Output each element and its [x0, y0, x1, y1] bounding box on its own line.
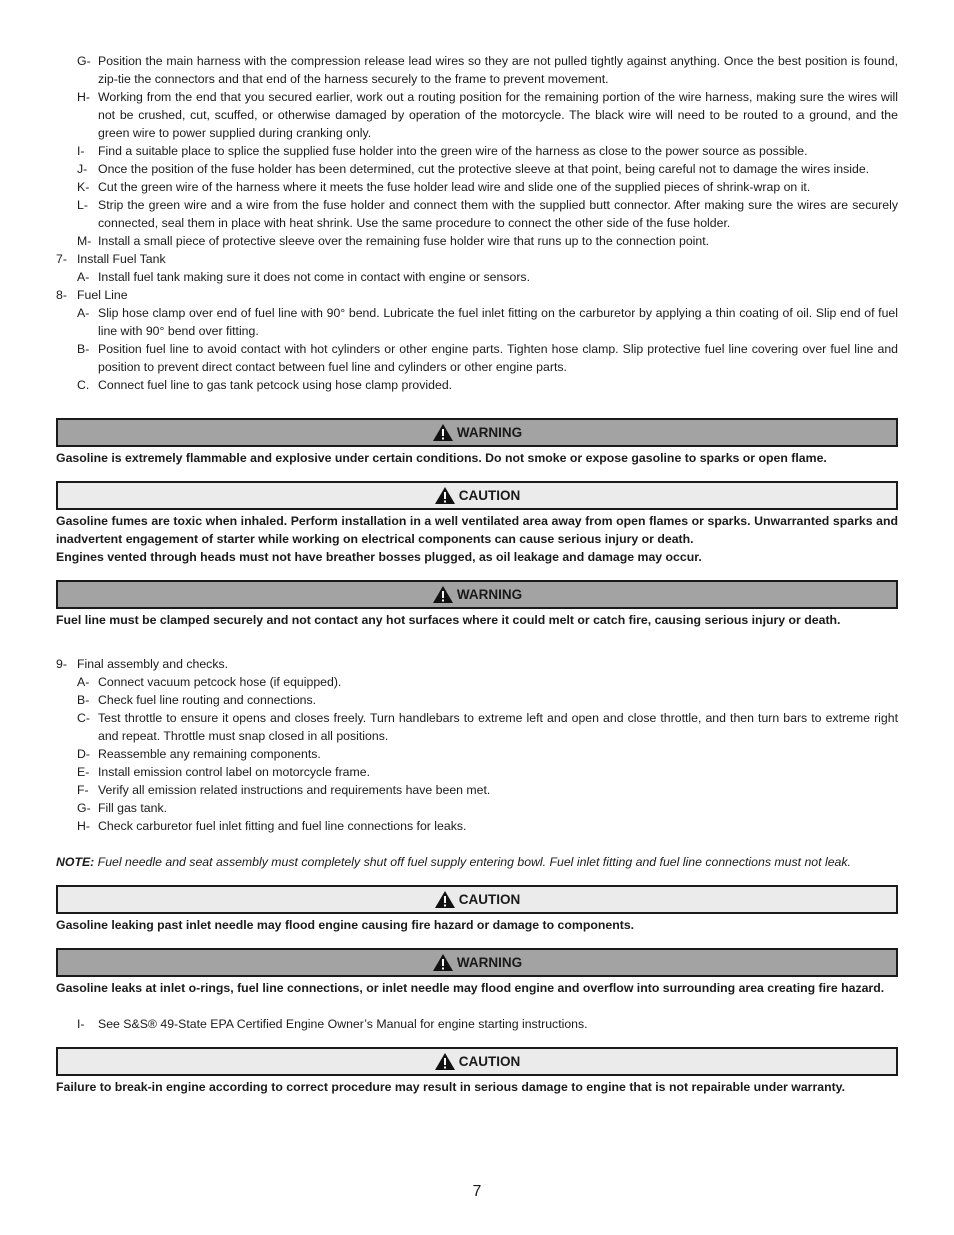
warning-triangle-icon — [434, 890, 456, 909]
warning-notice — [56, 580, 898, 629]
banner-label: CAUTION — [458, 1054, 521, 1069]
warning-text: Gasoline leaks at inlet o-rings, fuel line connections, or inlet needle may flood engine and overflow into surrounding area creating fire hazard. — [56, 981, 885, 995]
banner-label: CAUTION — [458, 892, 521, 907]
warning-banner — [56, 948, 898, 977]
note-paragraph: NOTE: Fuel needle and seat assembly must completely shut off fuel supply entering bowl. Fuel inlet fitting and fuel line connections must not leak. — [56, 855, 851, 869]
caution-notice — [56, 1047, 898, 1096]
list-item: B- Check fuel line routing and connections. — [77, 693, 317, 707]
banner-label: WARNING — [456, 587, 523, 602]
list-item: A- Slip hose clamp over end of fuel line with 90° bend. Lubricate the fuel inlet fitting on the carburetor by applying a thin coating of oil. Slip end of fuel line with 90° bend over fitting. — [77, 306, 898, 338]
warning-notice — [56, 948, 898, 997]
warning-triangle-icon — [432, 953, 454, 972]
list-item: H- Working from the end that you secured earlier, work out a routing position for the remaining portion of the wire harness, making sure the wires will not be crushed, cut, scuffed, or otherwise damaged by operation of the motorcycle. The black wire will need to be routed to a ground, and the green wire to power supplied during cranking only. — [77, 90, 898, 140]
list-item: A- Install fuel tank making sure it does not come in contact with engine or sensors. — [77, 270, 530, 284]
warning-triangle-icon — [434, 486, 456, 505]
step-heading: 9- Final assembly and checks. — [56, 657, 229, 671]
list-item: B- Position fuel line to avoid contact with hot cylinders or other engine parts. Tighten hose clamp. Slip protective fuel line covering over fuel line and position to prevent direct contact between fuel line and cylinders or other engine parts. — [77, 342, 898, 374]
steps-top-list — [56, 52, 898, 250]
list-item: A- Connect vacuum petcock hose (if equipped). — [77, 675, 342, 689]
step9-section — [56, 655, 898, 835]
banner-label: CAUTION — [458, 488, 521, 503]
list-item: L- Strip the green wire and a wire from the fuse holder and connect them with the supplied butt connector. After making sure the wires are securely connected, seal them in place with heat shrink. Use the same procedure to connect the other side of the fuse holder. — [77, 198, 898, 230]
caution-banner — [56, 885, 898, 914]
caution-notice — [56, 885, 898, 934]
list-item: M- Install a small piece of protective sleeve over the remaining fuse holder wire that runs up to the connection point. — [77, 234, 710, 248]
list-item: F- Verify all emission related instructions and requirements have been met. — [77, 783, 491, 797]
list-item: D- Reassemble any remaining components. — [77, 747, 321, 761]
list-item: I- Find a suitable place to splice the supplied fuse holder into the green wire of the harness as close to the power source as possible. — [77, 144, 808, 158]
caution-text: Engines vented through heads must not have breather bosses plugged, as oil leakage and damage may occur. — [56, 550, 702, 564]
warning-triangle-icon — [432, 585, 454, 604]
caution-notice — [56, 481, 898, 566]
warning-banner — [56, 580, 898, 609]
list-item: K- Cut the green wire of the harness where it meets the fuse holder lead wire and slide one of the supplied pieces of shrink-wrap on it. — [77, 180, 811, 194]
step-heading: 8- Fuel Line — [56, 288, 128, 302]
caution-banner — [56, 1047, 898, 1076]
warning-text: Gasoline is extremely flammable and explosive under certain conditions. Do not smoke or expose gasoline to sparks or open flame. — [56, 451, 827, 465]
list-item: G- Fill gas tank. — [77, 801, 168, 815]
manual-page — [56, 52, 898, 1096]
list-item: J- Once the position of the fuse holder has been determined, cut the protective sleeve at that point, being careful not to damage the wires inside. — [77, 162, 870, 176]
caution-text: Gasoline fumes are toxic when inhaled. Perform installation in a well ventilated area away from open flames or sparks. Unwarranted sparks and inadvertent engagement of starter while working on electrical components can cause serious injury or death. — [56, 514, 898, 546]
warning-banner — [56, 418, 898, 447]
list-item: H- Check carburetor fuel inlet fitting and fuel line connections for leaks. — [77, 819, 467, 833]
banner-label: WARNING — [456, 425, 523, 440]
warning-text: Fuel line must be clamped securely and not contact any hot surfaces where it could melt or catch fire, causing serious injury or death. — [56, 613, 841, 627]
list-item: I- See S&S® 49-State EPA Certified Engine Owner’s Manual for engine starting instructions. — [77, 1017, 588, 1031]
caution-text: Failure to break-in engine according to correct procedure may result in serious damage to engine that is not repairable under warranty. — [56, 1080, 846, 1094]
list-item: G- Position the main harness with the compression release lead wires so they are not pulled tightly against anything. Once the best position is found, zip-tie the connectors and that end of the harness securely to the frame to prevent movement. — [77, 54, 898, 86]
caution-text: Gasoline leaking past inlet needle may flood engine causing fire hazard or damage to components. — [56, 918, 635, 932]
list-item: C- Test throttle to ensure it opens and closes freely. Turn handlebars to extreme left and open and close throttle, and then turn bars to extreme right and repeat. Throttle must snap closed in all positions. — [77, 711, 898, 743]
list-item: C. Connect fuel line to gas tank petcock using hose clamp provided. — [77, 378, 453, 392]
list-item: E- Install emission control label on motorcycle frame. — [77, 765, 371, 779]
page-number: 7 — [472, 1183, 482, 1200]
caution-banner — [56, 481, 898, 510]
warning-triangle-icon — [432, 423, 454, 442]
banner-label: WARNING — [456, 955, 523, 970]
step-heading: 7- Install Fuel Tank — [56, 252, 166, 266]
warning-notice — [56, 418, 898, 467]
note-label: NOTE: — [56, 855, 95, 869]
warning-triangle-icon — [434, 1052, 456, 1071]
